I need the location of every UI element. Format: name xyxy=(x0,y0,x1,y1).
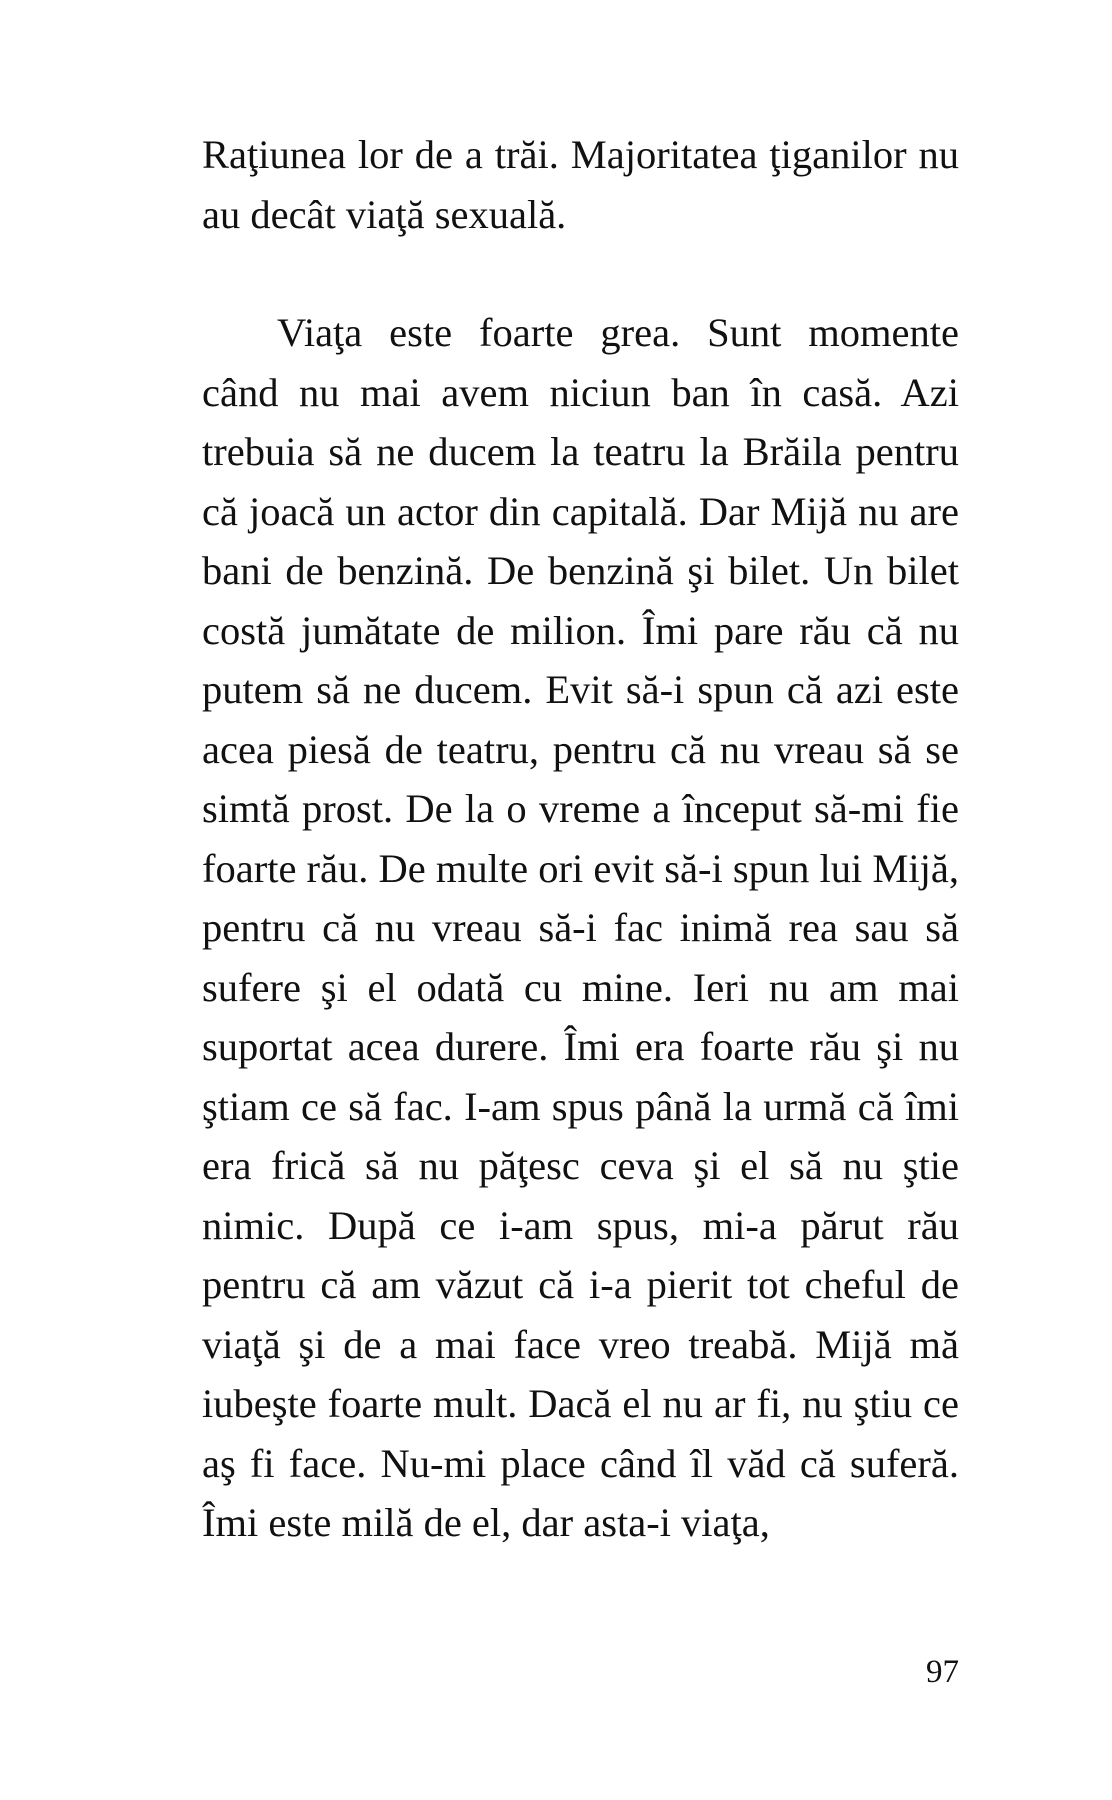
paragraph-continued: Raţiunea lor de a trăi. Majoritatea ţiganilor nu au decât viaţă sexuală. xyxy=(202,132,959,237)
page-number: 97 xyxy=(926,1654,959,1690)
paragraph-main: Viaţa este foarte grea. Sunt momente când nu mai avem niciun ban în casă. Azi trebuia să ne ducem la teatru la Brăila pentru că joacă un actor din capitală. Dar Mijă nu are bani de benzină. De benzină şi bilet. Un bilet costă jumătate de milion. Îmi pare rău că nu putem să ne ducem. Evit să-i spun că azi este acea piesă de teatru, pentru că nu vreau să se simtă prost. De la o vreme a început să-mi fie foarte rău. De multe ori evit să-i spun lui Mijă, pentru că nu vreau să-i fac inimă rea sau să sufere şi el odată cu mine. Ieri nu am mai suportat acea durere. Îmi era foarte rău şi nu ştiam ce să fac. I-am spus până la urmă că îmi era frică să nu păţesc ceva şi el să nu ştie nimic. După ce i-am spus, mi-a părut rău pentru că am văzut că i-a pierit tot cheful de viaţă şi de a mai face vreo treabă. Mijă mă iubeşte foarte mult. Dacă el nu ar fi, nu ştiu ce aş fi face. Nu-mi place când îl văd că suferă. Îmi este milă de el, dar asta-i viaţa, xyxy=(202,310,959,1545)
